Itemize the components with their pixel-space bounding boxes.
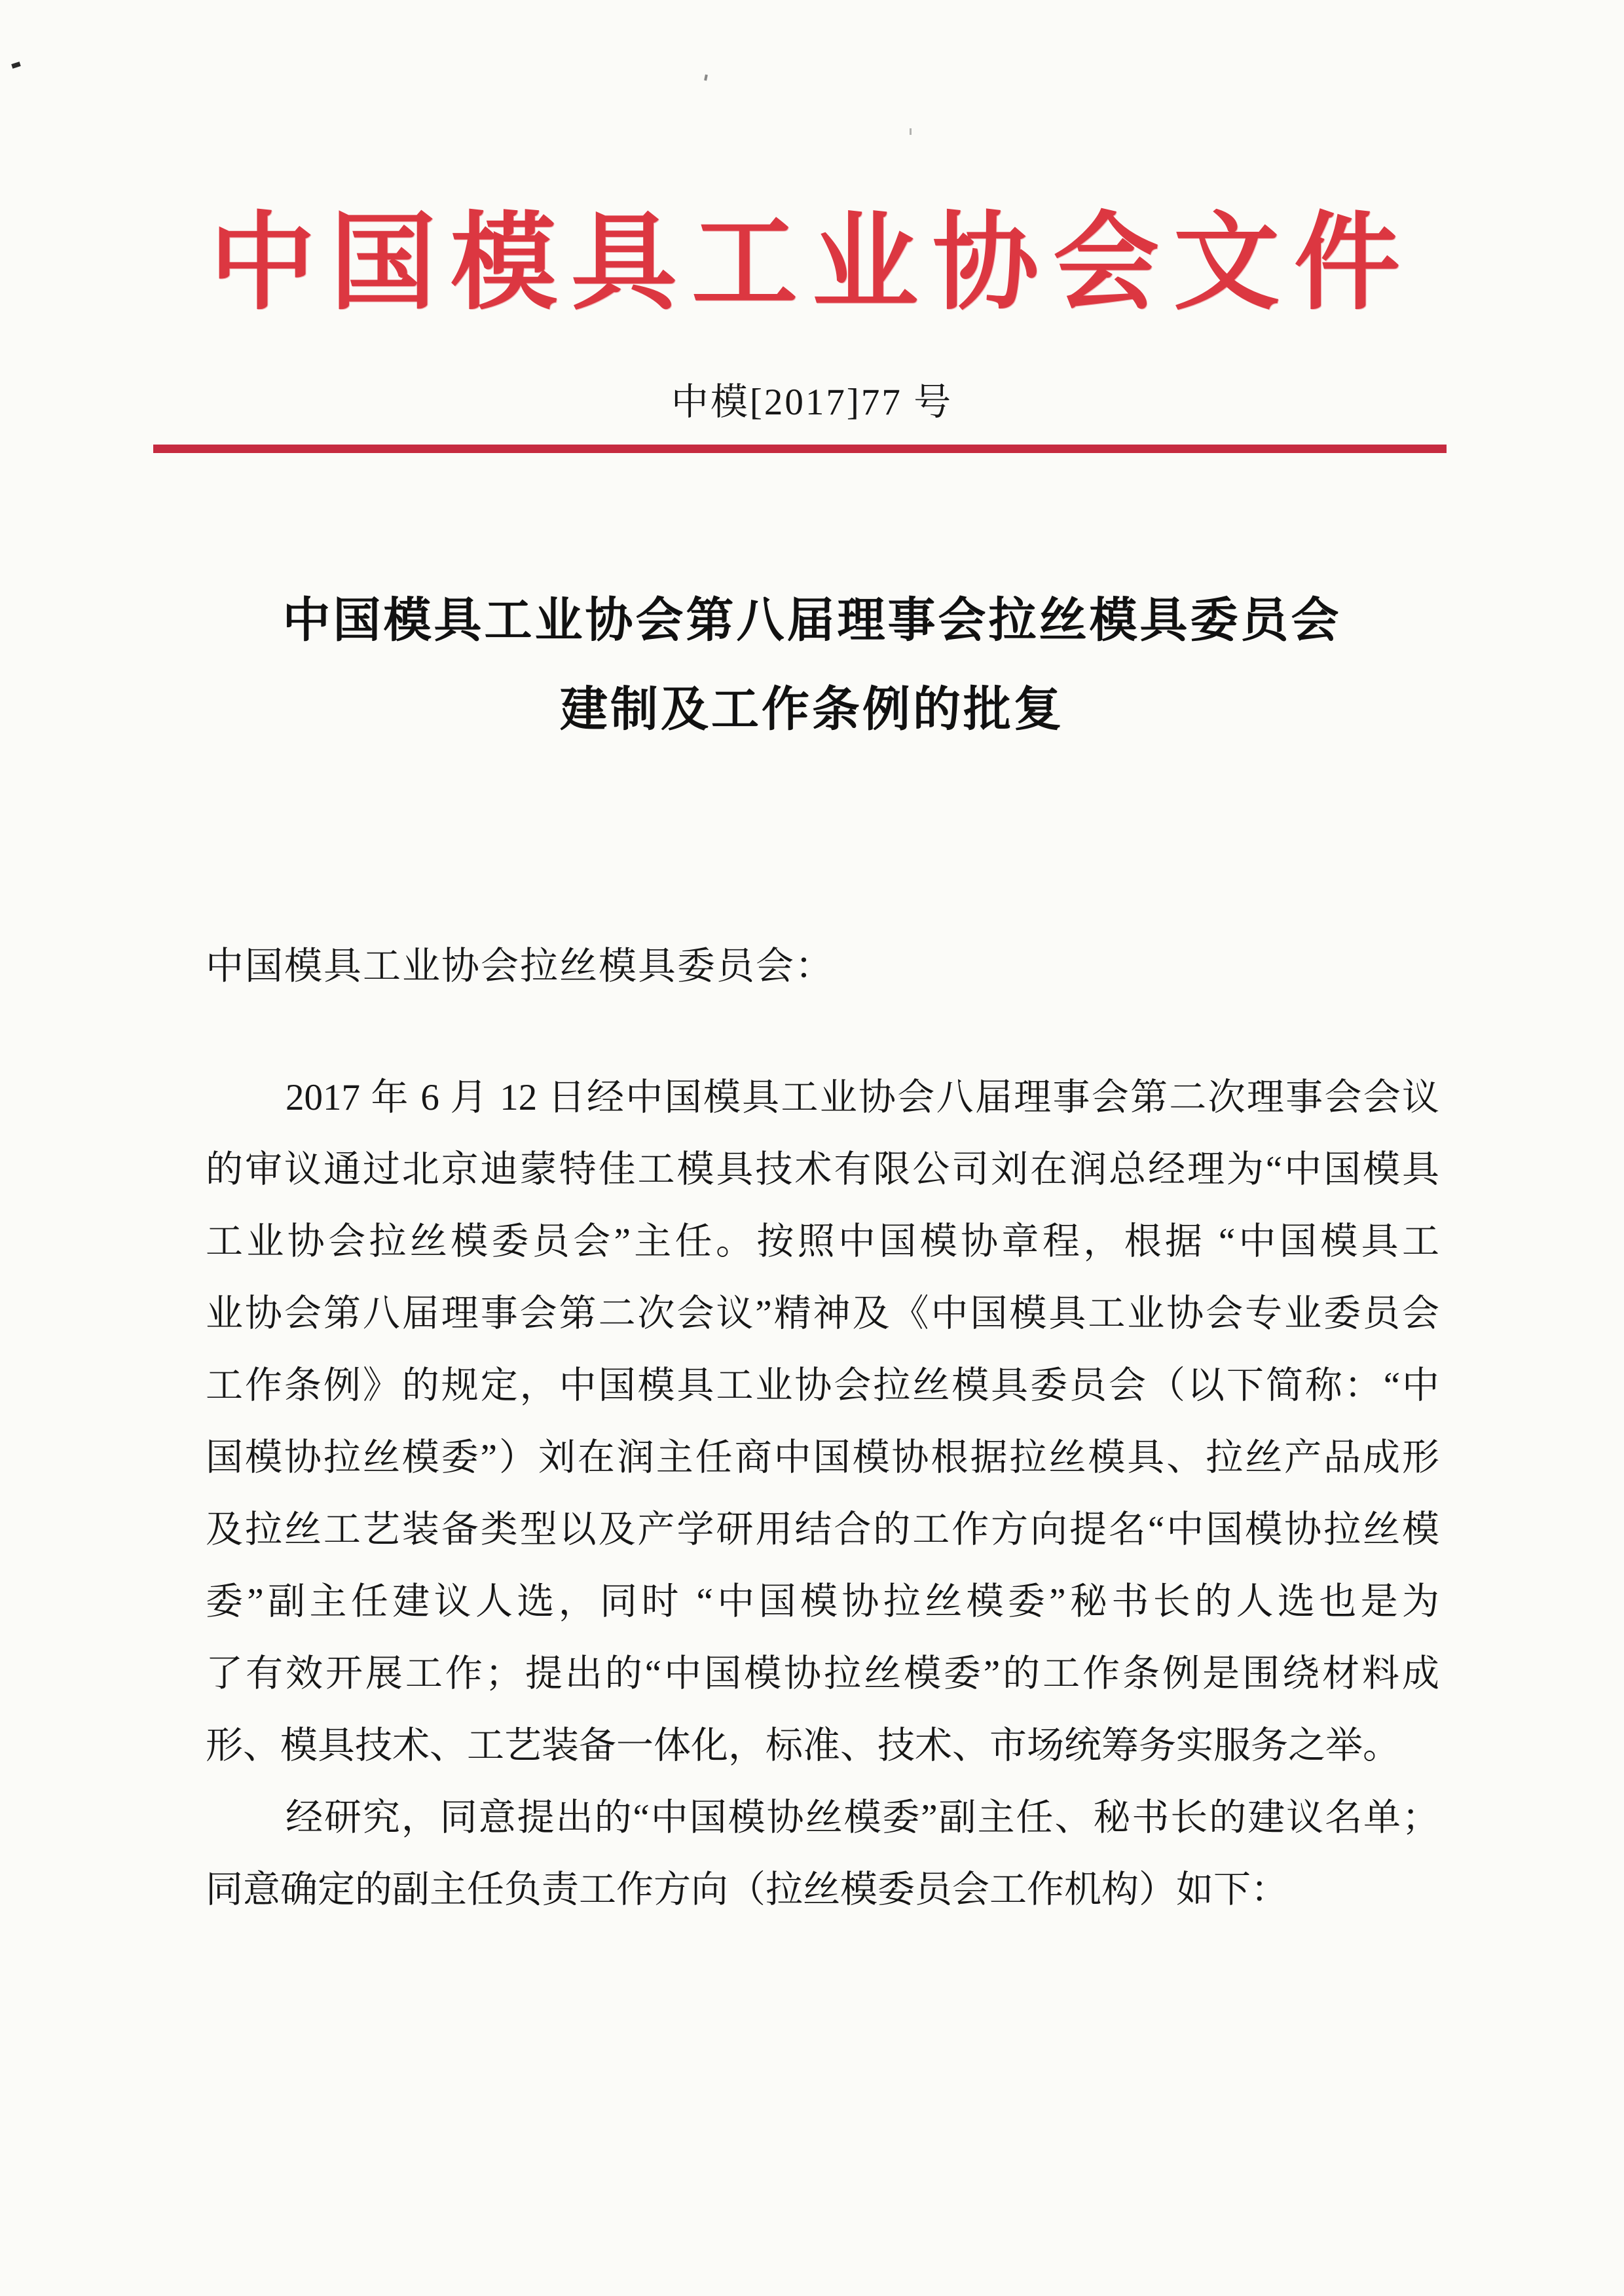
- body-line: 工作条例》的规定，中国模具工业协会拉丝模具委员会（以下简称：“中: [206, 1365, 1440, 1406]
- body-line: 的审议通过北京迪蒙特佳工模具技术有限公司刘在润总经理为“中国模具: [206, 1149, 1440, 1190]
- body-line: 委”副主任建议人选，同时 “中国模协拉丝模委”秘书长的人选也是为: [206, 1581, 1439, 1622]
- body-line: 经研究，同意提出的“中国模协丝模委”副主任、秘书长的建议名单；: [286, 1797, 1439, 1838]
- scan-artifact: [910, 128, 912, 135]
- letterhead-title: 中国模具工业协会文件: [210, 206, 1414, 323]
- body-line: 同意确定的副主任负责工作方向（拉丝模委员会工作机构）如下：: [206, 1869, 1288, 1910]
- body-line: 了有效开展工作；提出的“中国模协拉丝模委”的工作条例是围绕材料成: [206, 1653, 1439, 1694]
- salutation: 中国模具工业协会拉丝模具委员会：: [206, 945, 835, 987]
- scan-artifact: [11, 62, 21, 69]
- body-line: 2017 年 6 月 12 日经中国模具工业协会八届理事会第二次理事会会议: [286, 1077, 1439, 1118]
- red-divider-line: [153, 445, 1447, 453]
- body-line: 国模协拉丝模委”）刘在润主任商中国模协根据拉丝模具、拉丝产品成形: [206, 1437, 1439, 1478]
- body-line: 工业协会拉丝模委员会”主任。按照中国模协章程，根据 “中国模具工: [206, 1221, 1439, 1262]
- document-title-line1: 中国模具工业协会第八届理事会拉丝模具委员会: [282, 594, 1342, 647]
- body-line: 形、模具技术、工艺装备一体化，标准、技术、市场统筹务实服务之举。: [206, 1725, 1400, 1766]
- document-number: 中模[2017]77 号: [671, 382, 953, 423]
- document-title: [0, 576, 1624, 754]
- body-line: 及拉丝工艺装备类型以及产学研用结合的工作方向提名“中国模协拉丝模: [206, 1509, 1439, 1550]
- body-line: 业协会第八届理事会第二次会议”精神及《中国模具工业协会专业委员会: [206, 1293, 1440, 1334]
- body-text: [206, 1062, 1439, 1926]
- scan-artifact: [704, 75, 708, 81]
- document-title-line2: 建制及工作条例的批复: [560, 683, 1064, 736]
